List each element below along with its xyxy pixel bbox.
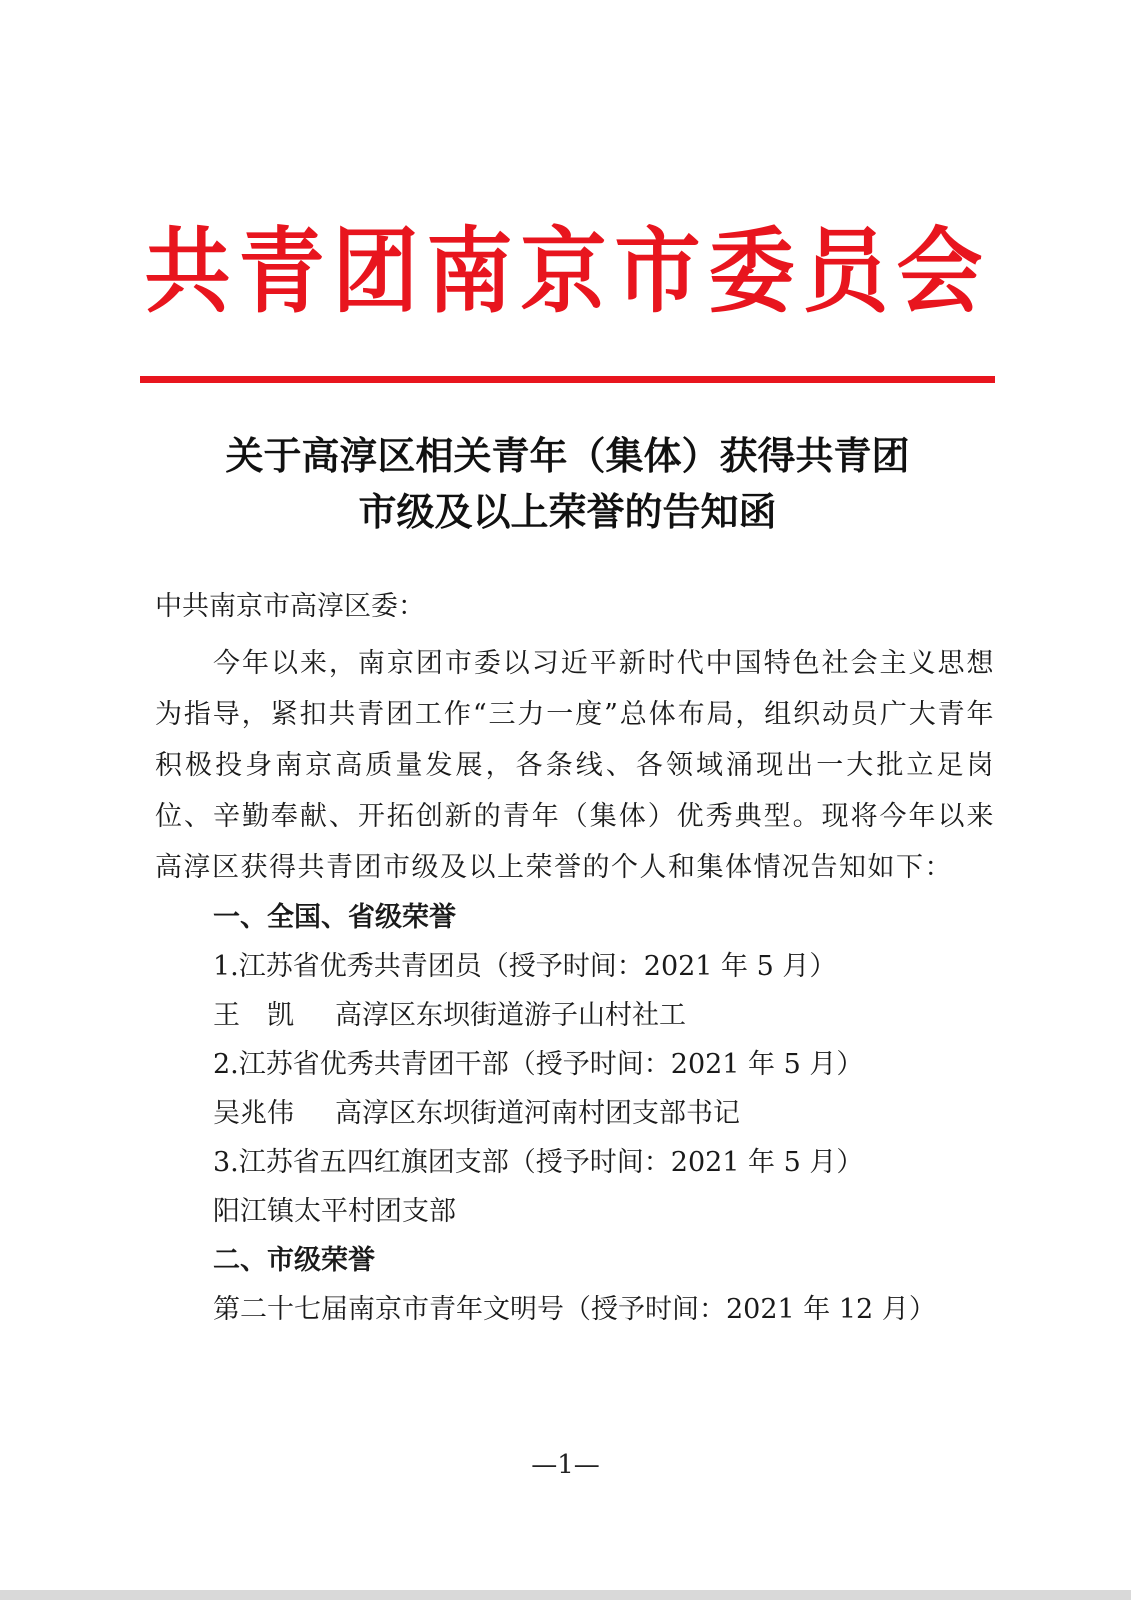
document-title-line-2: 市级及以上荣誉的告知函	[358, 490, 777, 534]
salutation: 中共南京市高淳区委：	[155, 591, 425, 622]
award-line: 第二十七届南京市青年文明号（授予时间：2021 年 12 月）	[213, 1294, 936, 1325]
recipient-detail: 高淳区东坝街道游子山村社工	[335, 1000, 686, 1031]
document-title	[120, 428, 1015, 540]
recipient-line: 阳江镇太平村团支部	[213, 1196, 456, 1227]
recipient-name: 吴兆伟	[213, 1098, 294, 1129]
page-bottom-edge	[0, 1590, 1131, 1600]
recipient-detail: 高淳区东坝街道河南村团支部书记	[335, 1098, 740, 1129]
recipient-line	[155, 991, 995, 1040]
section-heading-national-provincial: 一、全国、省级荣誉	[213, 902, 456, 933]
letterhead-org-name: 共青团南京市委员会	[144, 217, 991, 326]
award-line: 3.江苏省五四红旗团支部（授予时间：2021 年 5 月）	[213, 1147, 864, 1178]
document-title-line-1: 关于高淳区相关青年（集体）获得共青团	[225, 434, 910, 478]
section-heading-municipal: 二、市级荣誉	[213, 1245, 375, 1276]
letterhead-red-rule	[140, 376, 995, 383]
intro-paragraph: 今年以来，南京团市委以习近平新时代中国特色社会主义思想为指导，紧扣共青团工作“三力一度”总体布局，组织动员广大青年积极投身南京高质量发展，各条线、各领域涌现出一大批立足岗位、辛勤奉献、开拓创新的青年（集体）优秀典型。现将今年以来高淳区获得共青团市级及以上荣誉的个人和集体情况告知如下：	[155, 648, 995, 883]
award-line: 2.江苏省优秀共青团干部（授予时间：2021 年 5 月）	[213, 1049, 864, 1080]
recipient-line	[155, 1089, 995, 1138]
recipient-name: 王 凯	[213, 1000, 294, 1031]
award-line: 1.江苏省优秀共青团员（授予时间：2021 年 5 月）	[213, 951, 837, 982]
document-body	[155, 590, 995, 1334]
page-number: —1—	[531, 1450, 600, 1480]
